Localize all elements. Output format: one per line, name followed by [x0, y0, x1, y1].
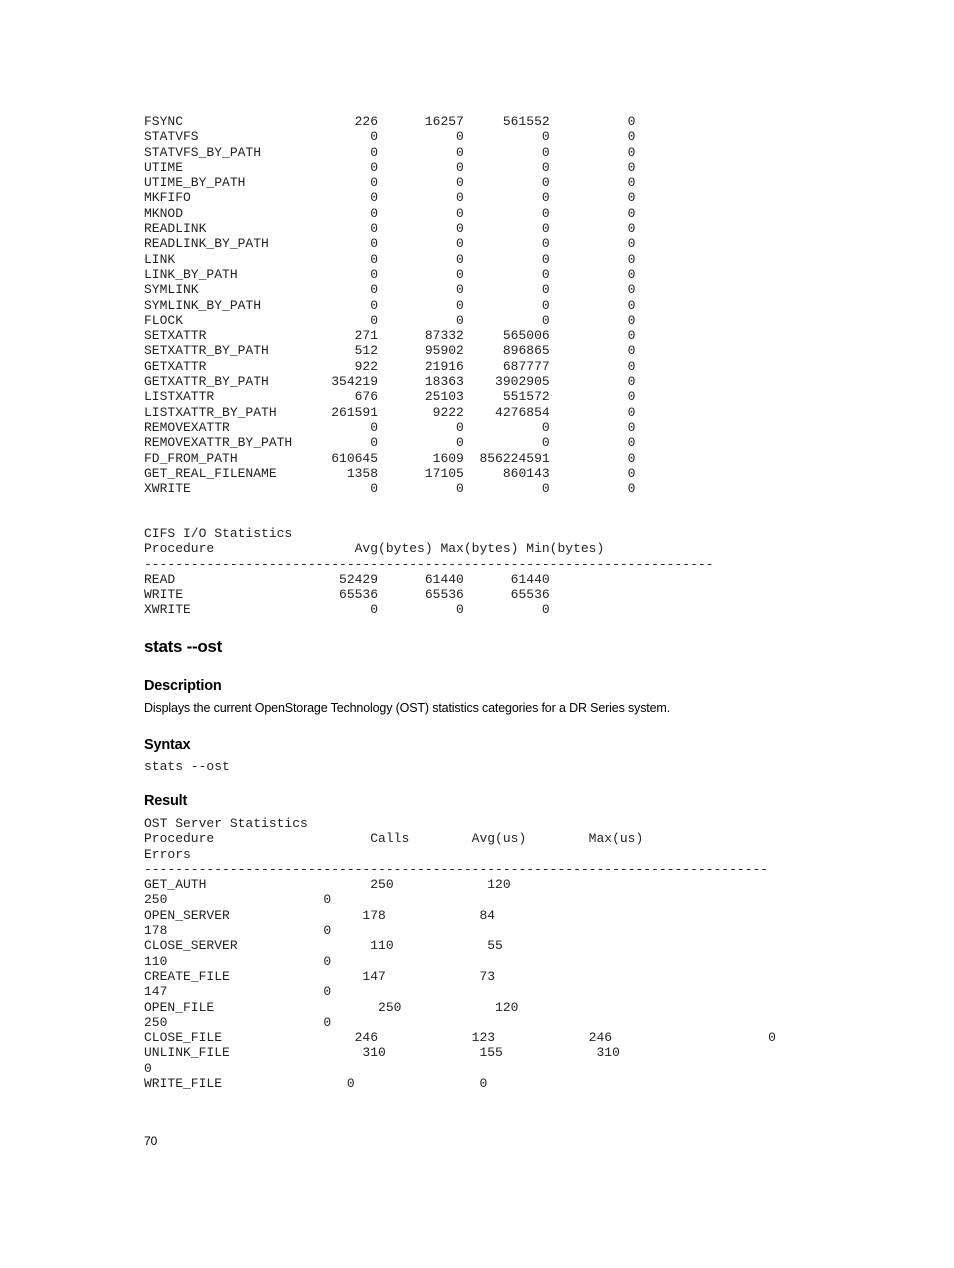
- section-title: stats --ost: [144, 637, 222, 656]
- result-heading: Result: [144, 793, 188, 809]
- syntax-heading: Syntax: [144, 737, 191, 753]
- description-heading: Description: [144, 678, 222, 694]
- syntax-command: stats --ost: [144, 759, 230, 774]
- nfs-stats-continued-block: FSYNC 226 16257 561552 0 STATVFS 0 0 0 0 STATVFS_BY_PATH 0 0 0 0 UTIME 0 0 0 0 UTIME_BY_PATH 0 0 0 0 MKFIFO 0 0 0 0 MKNOD 0 0 0 0 READLINK 0 0 0 0 READLINK_BY_PATH 0 0 0 0 LINK 0 0 0 0 LINK_BY_PATH 0 0 0 0 SYMLINK 0 0 0 0 SYMLINK_BY_PATH 0 0 0 0 FLOCK 0 0 0 0 SETXATTR 271 87332 565006 0 SETXATTR_BY_PATH 512 95902 896865 0 GETXATTR 922 21916 687777 0 GETXATTR_BY_PATH 354219 18363 3902905 0 LISTXATTR 676 25103 551572 0 LISTXATTR_BY_PATH 261591 9222 4276854 0 REMOVEXATTR 0 0 0 0 REMOVEXATTR_BY_PATH 0 0 0 0 FD_FROM_PATH 610645 1609 856224591 0 GET_REAL_FILENAME 1358 17105 860143 0 XWRITE 0 0 0 0: [144, 114, 636, 497]
- page-number: 70: [144, 1134, 158, 1148]
- ost-result-block: OST Server Statistics Procedure Calls Avg(us) Max(us) Errors -------------------------------------------------------------------------------- GET_AUTH 250 120 250 0 OPEN_SERVER 178 84 178 0 CLOSE_SERVER 110 55 110 0 CREATE_FILE 147 73 147 0 OPEN_FILE 250 120 250 0 CLOSE_FILE 246 123 246 0 UNLINK_FILE 310 155 310 0 WRITE_FILE 0 0: [144, 816, 776, 1092]
- cifs-io-statistics-block: CIFS I/O Statistics Procedure Avg(bytes) Max(bytes) Min(bytes) ------------------------------------------------------------------------- READ 52429 61440 61440 WRITE 65536 65536 65536 XWRITE 0 0 0: [144, 526, 714, 618]
- description-text: Displays the current OpenStorage Technology (OST) statistics categories for a DR Series system.: [144, 701, 671, 715]
